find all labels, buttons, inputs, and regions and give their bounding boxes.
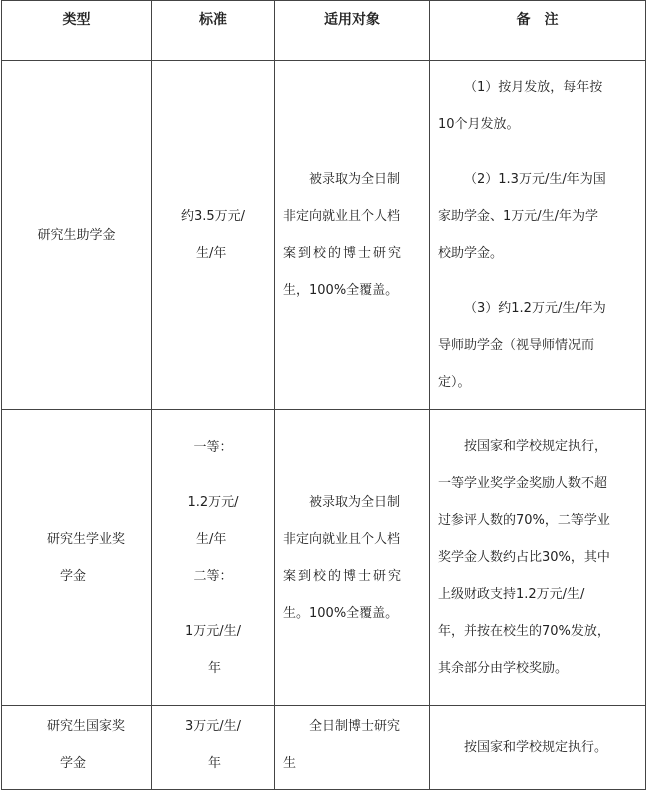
target-line: 非定向就业且个人档 bbox=[283, 531, 401, 547]
standard-line: 年 bbox=[208, 756, 222, 771]
table-row bbox=[2, 61, 646, 410]
header-type: 类型 bbox=[2, 1, 152, 61]
cell-notes bbox=[430, 410, 646, 706]
note-line: （2）1.3万元/生/年为国 bbox=[464, 172, 606, 187]
target-line: 被录取为全日制 bbox=[309, 494, 401, 510]
type-line: 研究生学业奖 bbox=[47, 531, 126, 547]
type-line: 研究生国家奖 bbox=[47, 719, 126, 734]
standard-line: 一等： bbox=[193, 439, 233, 455]
cell-standard bbox=[152, 410, 275, 706]
type-line: 学金 bbox=[60, 568, 87, 584]
note-line: 过参评人数的70%，二等学业 bbox=[438, 513, 610, 528]
target-line: 案到校的博士研究 bbox=[283, 246, 404, 261]
note-line: 10个月发放。 bbox=[438, 117, 520, 132]
cell-target bbox=[275, 410, 430, 706]
table-row bbox=[2, 706, 646, 790]
note-line: 家助学金、1万元/生/年为学 bbox=[438, 209, 599, 224]
note-line: 上级财政支持1.2万元/生/ bbox=[438, 587, 585, 602]
target-line: 案到校的博士研究 bbox=[283, 568, 404, 584]
target-line: 全日制博士研究 bbox=[309, 719, 401, 734]
note-line: 奖学金人数约占比30%，其中 bbox=[438, 550, 610, 565]
note-line: 导师助学金（视导师情况而 bbox=[438, 338, 595, 353]
note-line: 按国家和学校规定执行。 bbox=[464, 740, 608, 755]
header-row bbox=[2, 1, 646, 61]
cell-notes bbox=[430, 706, 646, 790]
cell-standard bbox=[152, 706, 275, 790]
cell-type bbox=[2, 410, 152, 706]
header-standard: 标准 bbox=[152, 1, 275, 61]
scholarship-table bbox=[1, 0, 646, 790]
cell-notes bbox=[430, 61, 646, 410]
note-line: （1）按月发放，每年按 bbox=[464, 80, 603, 95]
note-line: 定）。 bbox=[438, 375, 471, 390]
cell-type bbox=[2, 61, 152, 410]
standard-line: 约3.5万元/ bbox=[180, 209, 246, 224]
target-line: 生，100%全覆盖。 bbox=[283, 283, 399, 298]
target-line: 非定向就业且个人档 bbox=[283, 209, 401, 224]
standard-line: 生/年 bbox=[196, 531, 227, 547]
standard-line: 3万元/生/ bbox=[184, 719, 242, 734]
target-line: 生。100%全覆盖。 bbox=[283, 605, 399, 621]
note-line: （3）约1.2万元/生/年为 bbox=[464, 301, 606, 316]
type-line: 学金 bbox=[60, 756, 87, 771]
header-target: 适用对象 bbox=[275, 1, 430, 61]
note-line: 校助学金。 bbox=[438, 246, 504, 261]
note-line: 年，并按在校生的70%发放， bbox=[438, 624, 610, 639]
cell-target bbox=[275, 61, 430, 410]
note-line: 其余部分由学校奖励。 bbox=[438, 661, 569, 676]
note-line: 按国家和学校规定执行， bbox=[464, 439, 608, 454]
target-line: 生 bbox=[283, 756, 297, 771]
cell-type bbox=[2, 706, 152, 790]
standard-line: 年 bbox=[208, 660, 222, 676]
note-line: 一等学业奖学金奖励人数不超 bbox=[438, 476, 608, 491]
header-notes: 备 注 bbox=[430, 1, 646, 61]
type-text: 研究生助学金 bbox=[37, 227, 116, 243]
standard-line: 生/年 bbox=[196, 246, 227, 261]
standard-line: 1万元/生/ bbox=[184, 623, 242, 639]
standard-line: 二等： bbox=[193, 568, 233, 584]
cell-target bbox=[275, 706, 430, 790]
table-row bbox=[2, 410, 646, 706]
standard-line: 1.2万元/ bbox=[187, 494, 239, 510]
cell-standard bbox=[152, 61, 275, 410]
target-line: 被录取为全日制 bbox=[309, 172, 401, 187]
